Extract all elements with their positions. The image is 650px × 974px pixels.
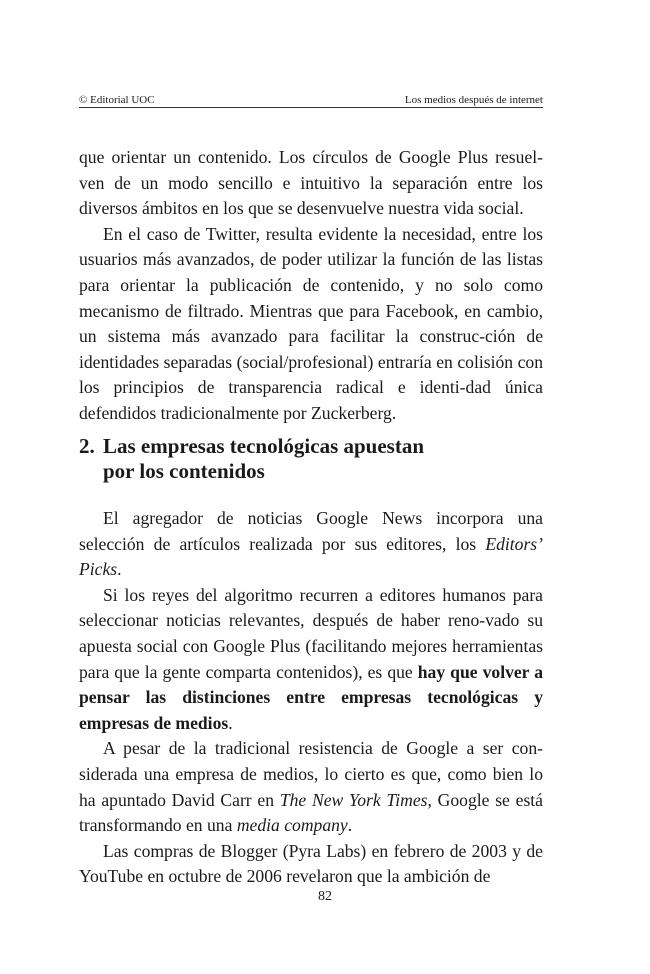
nyt-italic: The New York Times (279, 789, 428, 810)
paragraph-3 (79, 506, 543, 583)
paragraph-2: En el caso de Twitter, resulta evidente la necesidad, entre los usuarios más avanzados, de poder utilizar la función de las listas para orientar la publicación de contenido, y no solo como mecanismo de filtrado. Mientras que para Facebook, en cambio, un sistema más avanzado para facilitar la construc-ción de identidades separadas (social/profesional) entraría en colisión con los principios de transparencia radical e identi-dad única defendidos tradicionalmente por Zuckerberg. (79, 223, 543, 423)
paragraph-5 (79, 736, 543, 838)
section-heading (79, 434, 543, 484)
paragraph-4-bold: hay que volver a pensar las distinciones entre empresas tecnológicas y empresas de medios (79, 661, 544, 733)
section-title-line1: Las empresas tecnológicas apuestan (103, 434, 425, 458)
header-book-title: Los medios después de internet (404, 94, 543, 106)
paragraph-1: que orientar un contenido. Los círculos de Google Plus resuel-ven de un modo sencillo e intuitivo la separación entre los diversos ámbitos en los que se desenvuelve nuestra vida social. (79, 147, 543, 219)
paragraph-5-end: . (347, 815, 353, 836)
paragraph-6: Las compras de Blogger (Pyra Labs) en febrero de 2003 y de YouTube en octubre de 2006 revelaron que la ambición de (79, 840, 543, 887)
paragraph-5-text2: , Google se está transformando en una (79, 789, 543, 836)
body-text-bottom (79, 506, 543, 890)
paragraph-4 (79, 583, 543, 737)
paragraph-3-text: El agregador de noticias Google News incorpora una selección de artículos realizada por sus editores, los (79, 508, 543, 554)
media-company-italic: media company (236, 815, 348, 836)
section-title-line2: por los contenidos (103, 459, 265, 483)
body-text-top (79, 145, 543, 427)
paragraph-3-end: . (117, 559, 122, 580)
paragraph-4-end: . (228, 712, 233, 733)
running-header (79, 91, 543, 108)
paragraph-4-text: Si los reyes del algoritmo recurren a editores humanos para seleccionar noticias relevantes, después de haber reno-vado su apuesta social con Google Plus (facilitando mejores herramientas para que la gente comparta contenidos), es que (79, 584, 543, 682)
editors-picks-italic: Editors’ Picks (79, 533, 543, 580)
page-number: 82 (318, 889, 332, 904)
section-number: 2. (79, 434, 95, 458)
header-publisher: © Editorial UOC (79, 94, 155, 106)
paragraph-5-text1: A pesar de la tradicional resistencia de Google a ser con-siderada una empresa de medios, lo cierto es que, como bien lo ha apuntado David Carr en (79, 738, 543, 810)
